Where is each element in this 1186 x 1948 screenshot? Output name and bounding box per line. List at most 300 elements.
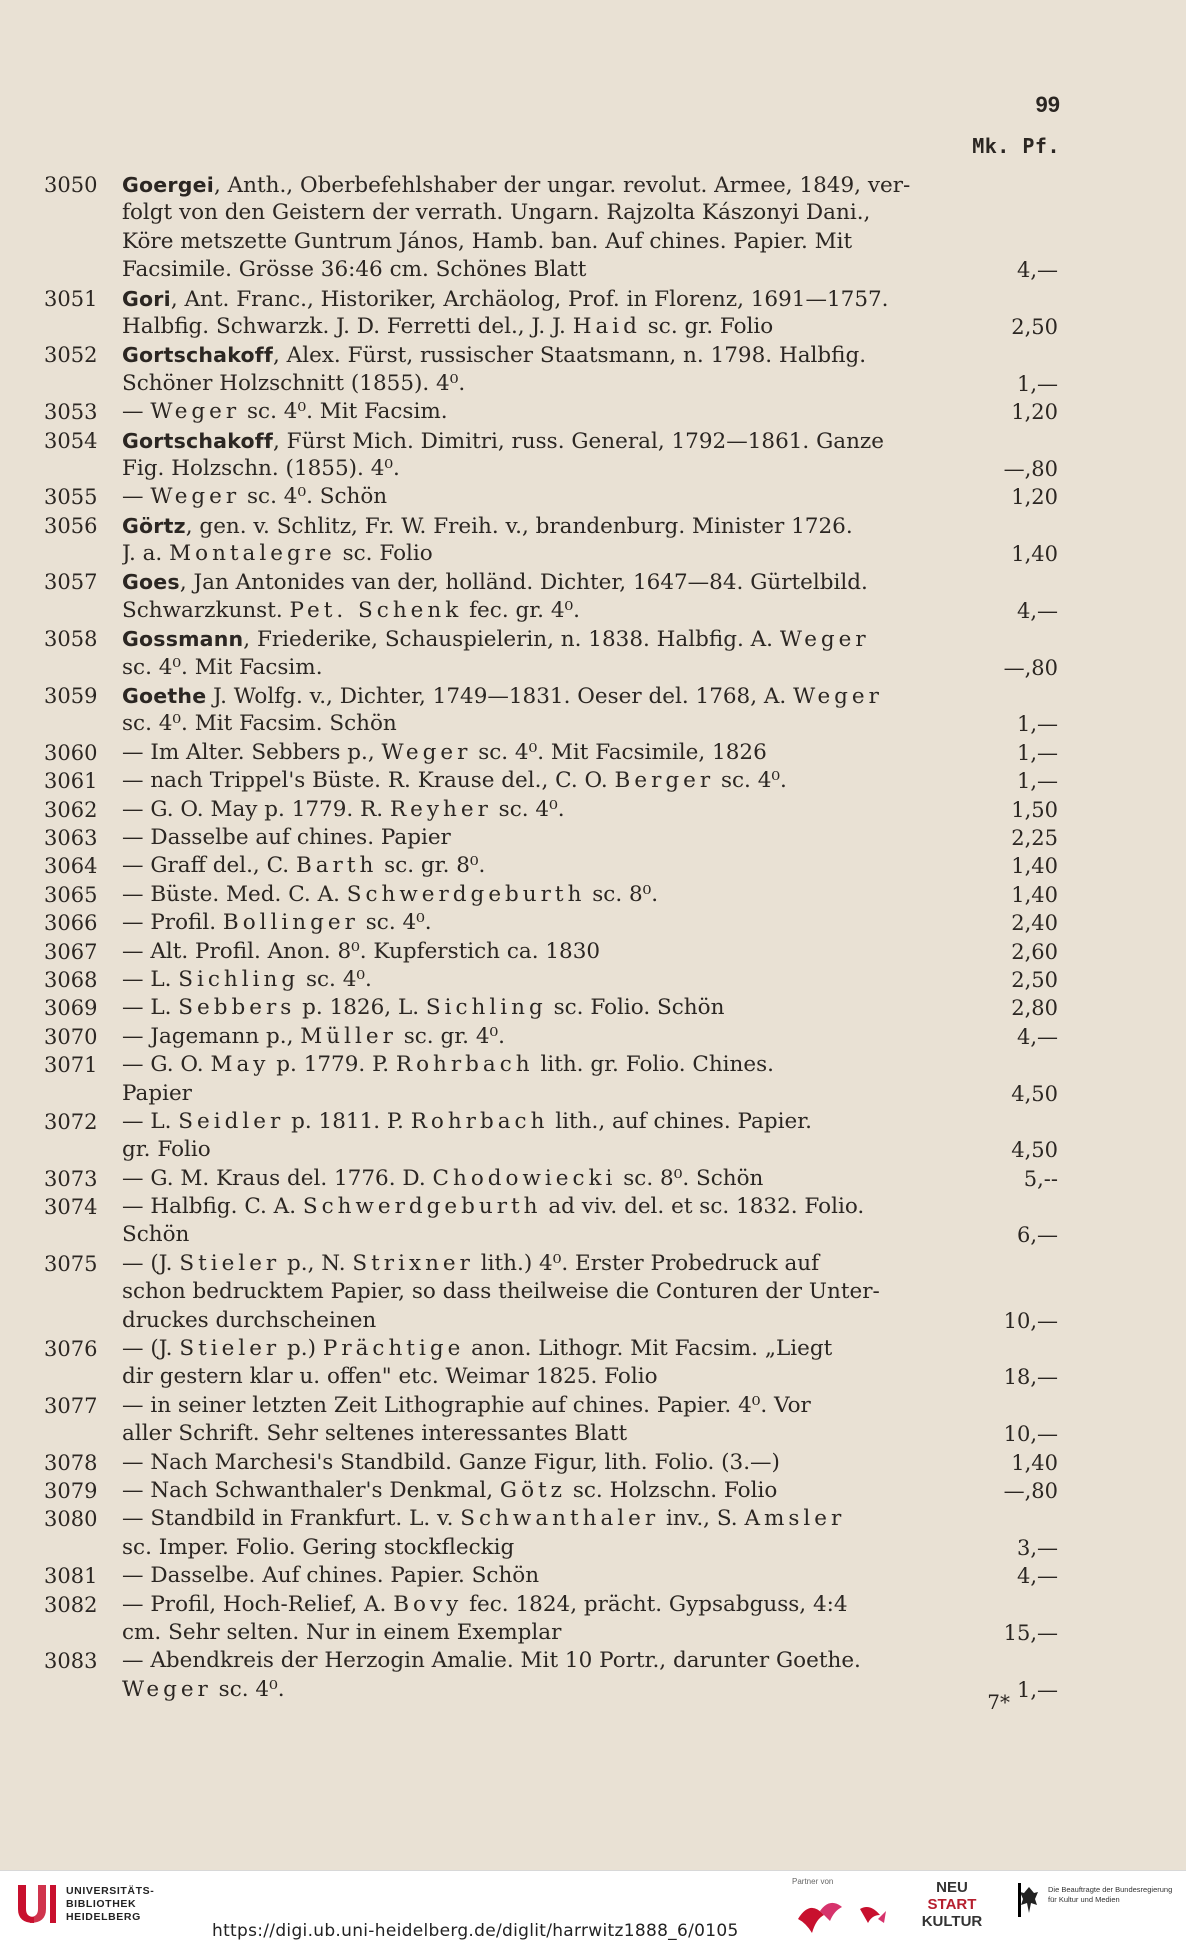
entry-line [44, 1676, 1070, 1704]
university-library-logo-icon[interactable] [12, 1879, 60, 1927]
artist-name: Stieler [179, 1336, 281, 1362]
entry-number: 3070 [44, 1024, 98, 1049]
entry-number: 3075 [44, 1251, 98, 1276]
text-segment: — Halbfig. C. A. [122, 1194, 303, 1220]
entry-text [122, 767, 970, 795]
text-segment: — G. M. Kraus del. 1776. D. [122, 1165, 433, 1191]
entry-text [122, 427, 970, 456]
entry-number: 3078 [44, 1450, 98, 1475]
entry-line [44, 938, 1070, 966]
person-name: Gortschakoff [122, 428, 274, 453]
text-segment: sc. Imper. Folio. Gering stockfleckig [122, 1534, 515, 1560]
text-segment: lith. gr. Folio. Chines. [533, 1052, 774, 1078]
person-name: Gossmann [122, 627, 244, 652]
person-name: Görtz [122, 513, 186, 538]
entry-line [44, 1108, 1070, 1136]
artist-name: Weger [150, 484, 241, 510]
text-segment: fec. 1824, prächt. Gypsabguss, 4:4 [462, 1591, 848, 1617]
entry-text [122, 1647, 970, 1675]
text-segment: Schön [122, 1222, 190, 1248]
entry-text [122, 455, 970, 483]
entry-line [44, 398, 1070, 426]
artist-name: Strixner [352, 1250, 474, 1276]
entry-price: 4,— [1016, 258, 1058, 283]
entry-line [44, 1051, 1070, 1079]
entry-number: 3080 [44, 1507, 98, 1532]
entry-text [122, 1335, 970, 1363]
person-name: Goergei [122, 173, 214, 197]
price-column-header: Mk. Pf. [972, 134, 1060, 158]
entry-text [122, 1193, 970, 1221]
text-segment: — Im Alter. Sebbers p., [122, 739, 382, 765]
entry-line [44, 909, 1070, 937]
artist-name: Schwerdgeburth [302, 1194, 542, 1220]
artist-name: Bovy [393, 1591, 463, 1617]
entry-line [44, 1193, 1070, 1221]
entry-number: 3060 [44, 740, 98, 765]
entry-line [44, 1477, 1070, 1505]
text-segment: inv., S. [659, 1506, 745, 1532]
entry-line [44, 256, 1070, 284]
entry-price: 1,40 [1011, 882, 1058, 907]
entry-line [44, 313, 1070, 341]
entry-text [122, 909, 970, 937]
entry-line [44, 710, 1070, 738]
entry-text [122, 512, 970, 541]
text-segment: sc. 4⁰. Schön [240, 484, 388, 510]
text-segment: sc. 8⁰. [585, 881, 659, 907]
catalog-entry [44, 824, 1070, 852]
entry-text [122, 710, 970, 738]
artist-name: Reyher [389, 796, 492, 822]
text-segment: — Graff del., C. [122, 853, 296, 879]
entry-text [122, 739, 970, 767]
text-segment: sc. 4⁰. [358, 910, 432, 936]
entry-text [122, 398, 970, 426]
entry-line [44, 370, 1070, 398]
text-segment: Halbfig. Schwarzk. J. D. Ferretti del., J. J. [122, 313, 573, 339]
artist-name: Weger [779, 627, 870, 653]
entry-line [44, 994, 1070, 1022]
entry-text [122, 313, 970, 341]
text-segment: , gen. v. Schlitz, Fr. W. Freih. v., brandenburg. Minister 1726. [185, 513, 853, 539]
entry-number: 3054 [44, 428, 98, 453]
entry-price: 1,40 [1011, 854, 1058, 879]
entry-number: 3083 [44, 1649, 98, 1674]
text-segment: Köre metszette Guntrum János, Hamb. ban. Auf chines. Papier. Mit [122, 228, 853, 254]
text-segment: , Anth., Oberbefehlshaber der ungar. revolut. Armee, 1849, ver- [213, 173, 911, 198]
artist-name: Prächtige [322, 1336, 465, 1362]
artist-name: Seidler [178, 1108, 285, 1134]
federal-eagle-icon [1018, 1883, 1040, 1917]
entry-text [122, 824, 970, 852]
entry-line [44, 767, 1070, 795]
entry-number: 3071 [44, 1053, 98, 1078]
entry-text [122, 341, 970, 370]
text-segment: fec. gr. 4⁰. [462, 597, 580, 623]
entry-text [122, 1363, 970, 1391]
entry-line [44, 1591, 1070, 1619]
text-segment: Papier [122, 1080, 192, 1106]
entry-price: 1,— [1016, 712, 1058, 737]
entry-price: 2,50 [1011, 314, 1058, 339]
entry-price: 18,— [1003, 1365, 1058, 1390]
entry-number: 3056 [44, 513, 98, 538]
text-segment: — Profil, Hoch-Relief, A. [122, 1591, 394, 1617]
entry-price: 2,25 [1011, 825, 1058, 850]
artist-name: Weger [381, 739, 472, 765]
entry-line [44, 455, 1070, 483]
text-segment: p. 1811. P. [284, 1108, 411, 1134]
entry-number: 3072 [44, 1109, 98, 1134]
artist-name: Bollinger [222, 910, 359, 936]
artist-name: Müller [300, 1023, 397, 1049]
text-segment: — nach Trippel's Büste. R. Krause del., C. O. [122, 768, 615, 794]
person-name: Goethe [122, 684, 207, 709]
catalog-entry [44, 966, 1070, 994]
entry-text [122, 1136, 970, 1164]
entry-number: 3063 [44, 825, 98, 850]
entry-price: 10,— [1003, 1308, 1058, 1333]
person-name: Goes [122, 570, 180, 595]
entry-line [44, 1250, 1070, 1278]
text-segment: lith.) 4⁰. Erster Probedruck auf [473, 1250, 820, 1276]
text-segment: Schwarzkunst. [122, 597, 290, 623]
entry-number: 3069 [44, 996, 98, 1021]
entry-line [44, 512, 1070, 540]
partner-label: Partner von [792, 1877, 834, 1886]
entry-line [44, 597, 1070, 625]
text-segment: — G. O. May p. 1779. R. [122, 796, 390, 822]
catalog-entry [44, 909, 1070, 937]
text-segment: — Nach Schwanthaler's Denkmal, [122, 1477, 500, 1503]
catalog-entry [44, 625, 1070, 682]
entry-line [44, 1165, 1070, 1193]
artist-name: Rohrbach [410, 1108, 549, 1134]
entry-text [122, 1392, 970, 1420]
entry-line [44, 824, 1070, 852]
text-segment: p., N. [280, 1250, 353, 1276]
entry-price: 1,20 [1011, 485, 1058, 510]
catalog-entry [44, 1392, 1070, 1449]
entry-text [122, 228, 970, 256]
entry-line [44, 1136, 1070, 1164]
artist-name: Sichling [425, 995, 547, 1021]
entry-line [44, 1647, 1070, 1675]
catalog-entry [44, 796, 1070, 824]
text-segment: sc. gr. 8⁰. [377, 853, 486, 879]
text-segment: , Fürst Mich. Dimitri, russ. General, 1792—1861. Ganze [273, 428, 884, 454]
entry-text [122, 1108, 970, 1136]
entry-text [122, 1307, 970, 1335]
text-segment: p. 1779. P. [269, 1052, 396, 1078]
catalog-entry [44, 1449, 1070, 1477]
text-segment: dir gestern klar u. offen" etc. Weimar 1825. Folio [122, 1364, 658, 1390]
text-segment: ad viv. del. et sc. 1832. Folio. [541, 1194, 865, 1220]
text-segment: sc. 4⁰. [714, 768, 787, 794]
text-segment: — [122, 484, 151, 510]
entry-number: 3062 [44, 797, 98, 822]
neustart-kultur-logo: NEU START KULTUR [921, 1879, 983, 1930]
text-segment: sc. 4⁰. Mit Facsimile, 1826 [471, 739, 767, 765]
artist-name: Sichling [178, 966, 300, 992]
entry-price: 2,80 [1011, 996, 1058, 1021]
entry-price: 4,— [1016, 1564, 1058, 1589]
entry-text [122, 1165, 970, 1193]
partner-birds-logo-icon [790, 1889, 900, 1941]
text-segment: — Dasselbe auf chines. Papier [122, 824, 451, 850]
text-segment: folgt von den Geistern der verrath. Ungarn. Rajzolta Kászonyi Dani., [122, 200, 871, 226]
catalog-entry [44, 1591, 1070, 1648]
text-segment: , Ant. Franc., Historiker, Archäolog, Prof. in Florenz, 1691—1757. [170, 286, 889, 312]
entry-price: 2,60 [1011, 939, 1058, 964]
entry-line [44, 199, 1070, 227]
catalog-entry [44, 1477, 1070, 1505]
text-segment: p. 1826, L. [295, 995, 426, 1021]
entry-line [44, 739, 1070, 767]
entry-number: 3065 [44, 882, 98, 907]
entry-text [122, 1534, 970, 1562]
catalog-entry [44, 341, 1070, 398]
catalog-entry [44, 568, 1070, 625]
artist-name: Berger [614, 768, 715, 794]
text-segment: — Profil. [122, 910, 223, 936]
text-segment: — Abendkreis der Herzogin Amalie. Mit 10 Portr., darunter Goethe. [122, 1648, 861, 1674]
entry-text [122, 654, 970, 682]
text-segment: sc. 4⁰. Mit Facsim. [122, 654, 323, 680]
text-segment: — Dasselbe. Auf chines. Papier. Schön [122, 1563, 540, 1589]
entry-price: 2,50 [1011, 967, 1058, 992]
entry-price: —,80 [1003, 456, 1058, 481]
entry-number: 3081 [44, 1564, 98, 1589]
entry-price: 1,— [1016, 371, 1058, 396]
entry-price: 4,— [1016, 598, 1058, 623]
artist-name: May [210, 1052, 270, 1078]
artist-name: Schwerdgeburth [346, 881, 586, 907]
entry-text [122, 938, 970, 966]
entry-price: 1,40 [1011, 542, 1058, 567]
entry-line [44, 654, 1070, 682]
entry-line [44, 1307, 1070, 1335]
catalog-entry [44, 938, 1070, 966]
university-library-name: UNIVERSITÄTS- BIBLIOTHEK HEIDELBERG [66, 1885, 155, 1923]
entry-price: 2,40 [1011, 911, 1058, 936]
person-name: Gortschakoff [122, 343, 274, 368]
entry-price: 4,— [1016, 1024, 1058, 1049]
entry-price: 1,— [1016, 740, 1058, 765]
entry-text [122, 1676, 970, 1704]
entry-text [122, 1477, 970, 1505]
entry-price: —,80 [1003, 655, 1058, 680]
artist-name: Amsler [744, 1506, 846, 1532]
text-segment: sc. 8⁰. Schön [616, 1165, 764, 1191]
artist-name: Sebbers [178, 995, 296, 1021]
text-segment: — G. O. [122, 1052, 211, 1078]
entry-price: 1,50 [1011, 797, 1058, 822]
entry-price: 3,— [1016, 1535, 1058, 1560]
text-segment: J. Wolfg. v., Dichter, 1749—1831. Oeser del. 1768, A. [206, 684, 794, 710]
entry-number: 3055 [44, 485, 98, 510]
entry-text [122, 1023, 970, 1051]
entry-line [44, 1363, 1070, 1391]
entry-text [122, 1080, 970, 1108]
entry-text [122, 199, 970, 227]
text-segment: sc. Holzschn. Folio [566, 1477, 778, 1503]
entry-line [44, 1534, 1070, 1562]
text-segment: , Friederike, Schauspielerin, n. 1838. Halbfig. A. [243, 627, 780, 653]
text-segment: lith., auf chines. Papier. [548, 1108, 812, 1134]
entry-number: 3066 [44, 911, 98, 936]
entry-number: 3051 [44, 286, 98, 311]
entry-line [44, 540, 1070, 568]
catalog-entry [44, 483, 1070, 511]
text-segment: sc. Folio [335, 541, 433, 567]
catalog-entry [44, 512, 1070, 569]
entry-text [122, 1505, 970, 1533]
entry-number: 3079 [44, 1478, 98, 1503]
entry-price: 5,-- [1023, 1166, 1058, 1191]
entry-line [44, 1392, 1070, 1420]
text-segment: — [122, 399, 151, 425]
catalog-entry [44, 739, 1070, 767]
entry-number: 3082 [44, 1592, 98, 1617]
text-segment: , Alex. Fürst, russischer Staatsmann, n. 1798. Halbfig. [273, 343, 867, 369]
text-segment: sc. 4⁰. [491, 796, 565, 822]
entry-text [122, 625, 970, 654]
artist-name: Stieler [179, 1250, 281, 1276]
entry-text [122, 1449, 970, 1477]
entry-line [44, 1562, 1070, 1590]
catalog-entry [44, 881, 1070, 909]
text-segment: aller Schrift. Sehr seltenes interessantes Blatt [122, 1421, 628, 1447]
entry-line [44, 1023, 1070, 1051]
entry-line [44, 881, 1070, 909]
entry-line [44, 1278, 1070, 1306]
entry-number: 3077 [44, 1393, 98, 1418]
artist-name: Weger [122, 1676, 212, 1702]
entry-line [44, 1335, 1070, 1363]
text-segment: — (J. [122, 1336, 180, 1362]
entry-line [44, 171, 1070, 199]
catalog-entry [44, 1108, 1070, 1165]
text-segment: sc. 4⁰. Mit Facsim. [240, 399, 448, 425]
entry-number: 3073 [44, 1166, 98, 1191]
entry-line [44, 966, 1070, 994]
page-number: 99 [1035, 92, 1060, 117]
entry-line [44, 1221, 1070, 1249]
artist-name: Pet. Schenk [289, 597, 463, 623]
text-segment: sc. Folio. Schön [546, 995, 725, 1021]
entry-text [122, 285, 970, 314]
entry-text [122, 1619, 970, 1647]
text-segment: Facsimile. Grösse 36:46 cm. Schönes Blatt [122, 257, 587, 283]
catalog-entry [44, 1647, 1070, 1704]
artist-name: Götz [499, 1477, 567, 1503]
text-segment: — Alt. Profil. Anon. 8⁰. Kupferstich ca. 1830 [122, 938, 601, 964]
text-segment: — Jagemann p., [122, 1023, 301, 1049]
text-segment: — L. [122, 1108, 179, 1134]
catalog-entry [44, 1562, 1070, 1590]
entry-number: 3076 [44, 1337, 98, 1362]
catalog-entries [44, 171, 1070, 1704]
entry-number: 3052 [44, 343, 98, 368]
text-segment: Fig. Holzschn. (1855). 4⁰. [122, 455, 400, 481]
entry-text [122, 881, 970, 909]
entry-number: 3067 [44, 939, 98, 964]
catalog-entry [44, 427, 1070, 484]
artist-name: Weger [150, 399, 241, 425]
entry-price: 1,40 [1011, 1450, 1058, 1475]
entry-text [122, 796, 970, 824]
entry-number: 3058 [44, 627, 98, 652]
entry-line [44, 483, 1070, 511]
entry-text [122, 1591, 970, 1619]
catalog-entry [44, 994, 1070, 1022]
entry-text [122, 256, 970, 284]
catalog-entry [44, 1051, 1070, 1108]
entry-number: 3057 [44, 570, 98, 595]
entry-text [122, 1278, 970, 1306]
text-segment: — L. [122, 966, 179, 992]
entry-line [44, 568, 1070, 596]
entry-text [122, 994, 970, 1022]
entry-text [122, 1250, 970, 1278]
entry-line [44, 852, 1070, 880]
text-segment: , Jan Antonides van der, holländ. Dichter, 1647—84. Gürtelbild. [179, 570, 868, 596]
entry-text [122, 1051, 970, 1079]
entry-text [122, 682, 970, 711]
text-segment: J. a. [122, 541, 170, 567]
text-segment: — (J. [122, 1250, 180, 1276]
text-segment: anon. Lithogr. Mit Facsim. „Liegt [464, 1336, 833, 1362]
entry-text [122, 370, 970, 398]
entry-line [44, 427, 1070, 455]
entry-price: —,80 [1003, 1478, 1058, 1503]
entry-text [122, 852, 970, 880]
entry-line [44, 228, 1070, 256]
page-url[interactable]: https://digi.ub.uni-heidelberg.de/diglit/harrwitz1888_6/0105 [212, 1921, 739, 1941]
entry-line [44, 796, 1070, 824]
entry-line [44, 1449, 1070, 1477]
text-segment: p.) [280, 1336, 323, 1362]
entry-number: 3059 [44, 684, 98, 709]
entry-price: 4,50 [1011, 1138, 1058, 1163]
catalog-entry [44, 767, 1070, 795]
catalog-entry [44, 1165, 1070, 1193]
entry-text [122, 568, 970, 597]
artist-name: Barth [295, 853, 378, 879]
text-segment: sc. 4⁰. [299, 966, 372, 992]
text-segment: sc. 4⁰. [211, 1676, 285, 1702]
artist-name: Chodowiecki [432, 1165, 617, 1191]
entry-line [44, 1505, 1070, 1533]
text-segment: — Standbild in Frankfurt. L. v. [122, 1506, 461, 1532]
entry-line [44, 285, 1070, 313]
entry-text [122, 966, 970, 994]
signature-mark: 7* [987, 1690, 1010, 1714]
text-segment: — Nach Marchesi's Standbild. Ganze Figur, lith. Folio. (3.—) [122, 1449, 780, 1475]
artist-name: Montalegre [169, 541, 336, 567]
entry-number: 3068 [44, 967, 98, 992]
artist-name: Rohrbach [395, 1052, 534, 1078]
artist-name: Weger [793, 684, 883, 710]
entry-line [44, 1420, 1070, 1448]
text-segment: — L. [122, 995, 179, 1021]
entry-price: 6,— [1016, 1223, 1058, 1248]
text-segment: gr. Folio [122, 1137, 211, 1163]
catalog-entry [44, 1335, 1070, 1392]
entry-line [44, 1080, 1070, 1108]
